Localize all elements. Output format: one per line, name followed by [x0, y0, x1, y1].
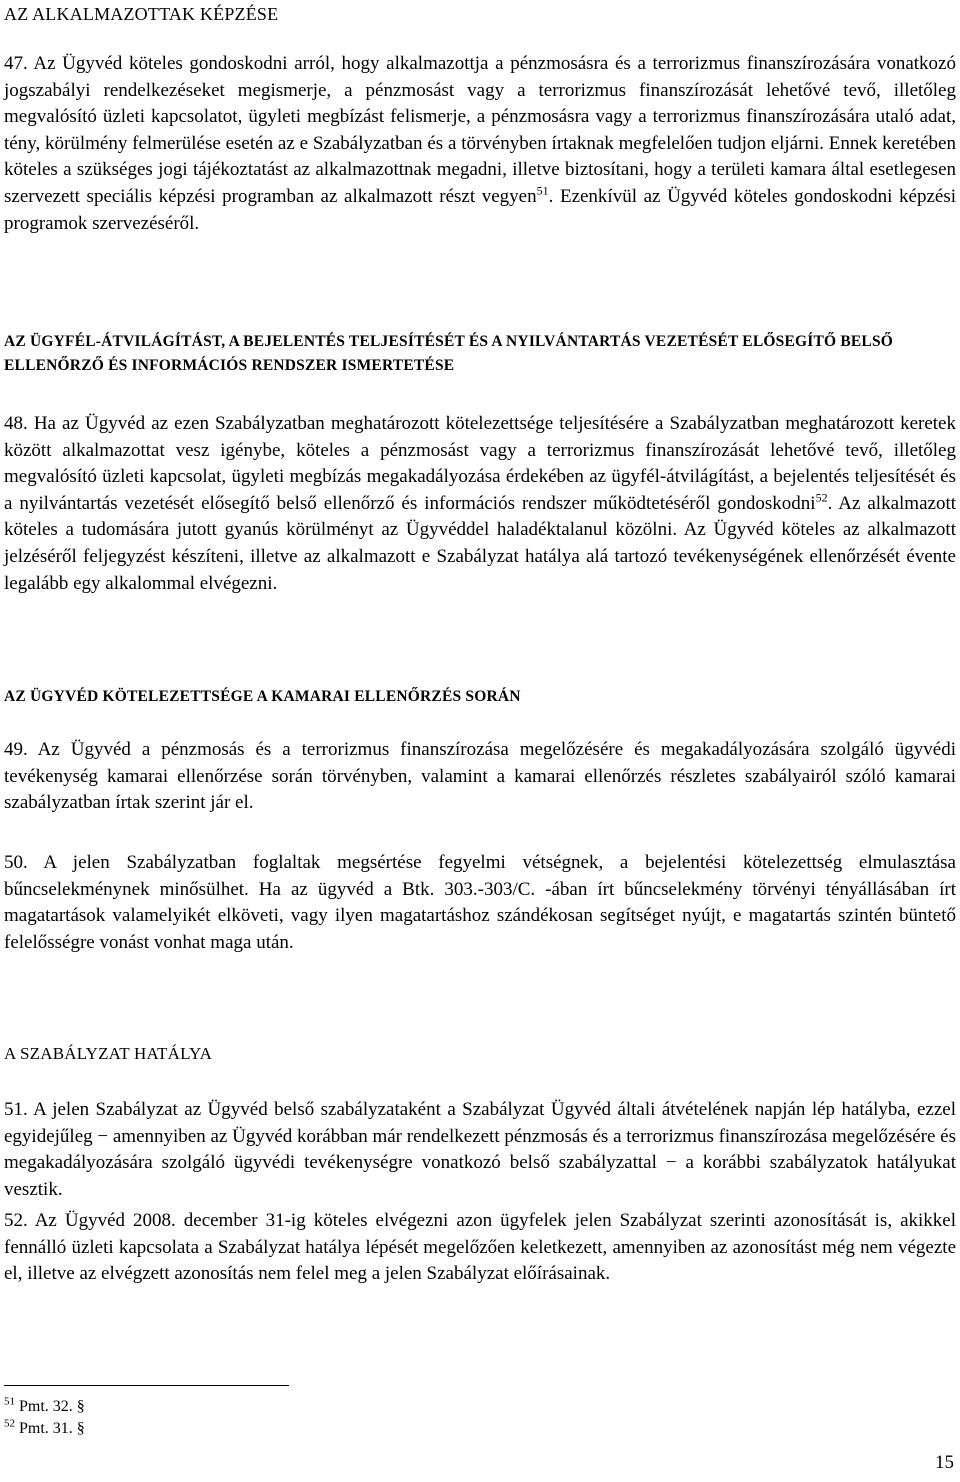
footnotes: [4, 1396, 85, 1440]
paragraph-48: [4, 411, 956, 597]
paragraph-47-text-b: . Ezenkívül az Ügyvéd köteles gondoskodni képzési programok szervezéséről.: [4, 185, 957, 234]
paragraph-51: 51. A jelen Szabályzat az Ügyvéd belső szabályzataként a Szabályzat Ügyvéd általi átvételének napján lép hatályba, ezzel egyidejűleg − amennyiben az Ügyvéd korábban már rendelkezett pénzmosás és a terrorizmus finanszírozása megelőzésére és megakadályozására szolgáló ügyvédi tevékenységre vonatkozó belső szabályzattal − a korábbi szabályzatok hatályukat vesztik.: [4, 1099, 956, 1200]
paragraph-48-text-a: 48. Ha az Ügyvéd az ezen Szabályzatban meghatározott kötelezettsége teljesítésére a Szabályzatban meghatározott keretek között alkalmazottat vesz igénybe, köteles a pénzmosást vagy a terrorizmus finanszírozását lehetővé tevő, illetőleg megvalósító üzleti kapcsolat, ügyleti megbízás megakadályozása érdekében az ügyfél-átvilágítást, a bejelentés teljesítését és a nyilvántartás vezetését elősegítő belső ellenőrző és információs rendszer működtetéséről gondoskodni: [4, 413, 956, 514]
footnote-ref-52[interactable]: 52: [815, 490, 828, 505]
footnote-item: [4, 1418, 85, 1440]
footnote-item: [4, 1396, 85, 1418]
footnote-text: Pmt. 32. §: [19, 1398, 85, 1415]
heading-employee-training: AZ ALKALMAZOTTAK KÉPZÉSE: [4, 4, 279, 24]
paragraph-47: [4, 51, 956, 237]
footnote-number: 51: [4, 1395, 15, 1408]
footnote-text: Pmt. 31. §: [19, 1420, 85, 1437]
paragraph-48-text-b: . Az alkalmazott köteles a tudomására jutott gyanús körülményt az Ügyvéddel haladéktalanul közölni. Az Ügyvéd köteles az alkalmazott jelzéséről feljegyzést készíteni, illetve az alkalmazott e Szabályzat hatálya alá tartozó tevékenységének ellenőrzését évente legalább egy alkalommal elvégezni.: [4, 492, 956, 594]
paragraph-50: 50. A jelen Szabályzatban foglaltak megsértése fegyelmi vétségnek, a bejelentési kötelezettség elmulasztása bűncselekménynek minősülhet. Ha az ügyvéd a Btk. 303.-303/C. -ában írt bűncselekmény törvényi tényállásában írt magatartások valamelyikét elköveti, vagy ilyen magatartáshoz szándékosan segítséget nyújt, e magatartás szintén büntető felelősségre vonást vonhat maga után.: [4, 852, 956, 953]
paragraph-52: 52. Az Ügyvéd 2008. december 31-ig köteles elvégezni azon ügyfelek jelen Szabályzat szerinti azonosítását is, akikkel fennálló üzleti kapcsolata a Szabályzat hatálya lépését megelőzően keletkezett, amennyiben az azonosítást még nem végezte el, illetve az elvégzett azonosítás nem felel meg a jelen Szabályzat előírásainak.: [4, 1210, 956, 1285]
heading-chamber-control: AZ ÜGYVÉD KÖTELEZETTSÉGE A KAMARAI ELLENŐRZÉS SORÁN: [4, 688, 521, 705]
paragraph-49: 49. Az Ügyvéd a pénzmosás és a terrorizmus finanszírozása megelőzésére és megakadályozására szolgáló ügyvédi tevékenység kamarai ellenőrzése során törvényben, valamint a kamarai ellenőrzés részletes szabályairól szóló kamarai szabályzatban írtak szerint jár el.: [4, 739, 956, 814]
paragraph-47-text-a: 47. Az Ügyvéd köteles gondoskodni arról, hogy alkalmazottja a pénzmosásra és a terrorizmus finanszírozására vonatkozó jogszabályi rendelkezéseket megismerje, a pénzmosást vagy a terrorizmus finanszírozását lehetővé tevő, illetőleg megvalósító üzleti kapcsolatot, ügyleti megbízást felismerje, a pénzmosásra vagy a terrorizmus finanszírozására utaló adat, tény, körülmény felmerülése esetén az e Szabályzatban és a törvényben írtaknak megfelelően tudjon eljárni. Ennek keretében köteles a szükséges jogi tájékoztatást az alkalmazottnak megadni, illetve biztosítani, hogy a területi kamara által esetlegesen szervezett speciális képzési programban az alkalmazott részt vegyen: [4, 53, 956, 207]
footnote-ref-51[interactable]: 51: [536, 183, 549, 198]
footnote-divider: [4, 1385, 289, 1386]
footnote-number: 52: [4, 1417, 15, 1430]
heading-effect: A SZABÁLYZAT HATÁLYA: [4, 1044, 213, 1063]
page-number: 15: [935, 1452, 954, 1473]
heading-internal-control-system: AZ ÜGYFÉL-ÁTVILÁGÍTÁST, A BEJELENTÉS TELJESÍTÉSÉT ÉS A NYILVÁNTARTÁS VEZETÉSÉT ELŐSEGÍTŐ BELSŐ ELLENŐRZŐ ÉS INFORMÁCIÓS RENDSZER ISMERTETÉSE: [4, 333, 894, 374]
document-page: [4, 0, 956, 1482]
